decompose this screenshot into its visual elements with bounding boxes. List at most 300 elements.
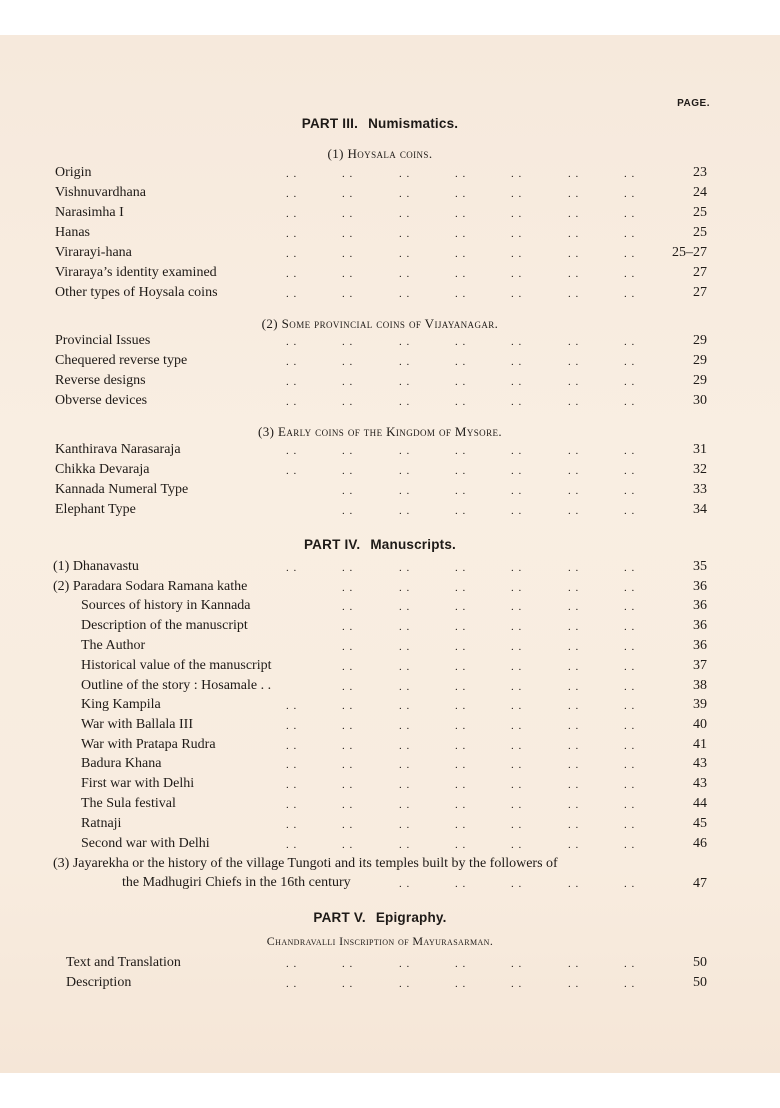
dot-leader: . .: [511, 779, 523, 791]
dot-leader: . .: [568, 485, 580, 497]
toc-entry-title: The Author: [81, 638, 146, 653]
toc-entry-title: Kannada Numeral Type: [55, 482, 189, 497]
dot-leader: . .: [455, 740, 467, 752]
toc-entry-page-number: 27: [693, 285, 707, 300]
dot-leader: . .: [342, 740, 354, 752]
part-heading: [0, 537, 760, 552]
dot-leader: . .: [399, 168, 411, 180]
dot-leader: . .: [286, 356, 298, 368]
dot-leader: . .: [399, 445, 411, 457]
dot-leader: . .: [399, 356, 411, 368]
dot-leader: . .: [624, 779, 636, 791]
dot-leader: . .: [455, 376, 467, 388]
dot-leader: . .: [455, 601, 467, 613]
dot-leader: . .: [455, 720, 467, 732]
dot-leader: . .: [624, 661, 636, 673]
dot-leader: . .: [342, 720, 354, 732]
dot-leader: . .: [568, 188, 580, 200]
dot-leader: . .: [624, 336, 636, 348]
dot-leader: . .: [286, 700, 298, 712]
dot-leader: . .: [342, 268, 354, 280]
dot-leader: . .: [568, 505, 580, 517]
dot-leader: . .: [399, 396, 411, 408]
dot-leader: . .: [511, 465, 523, 477]
dot-leader: . .: [511, 268, 523, 280]
dot-leader: . .: [455, 819, 467, 831]
toc-entry-page-number: 37: [693, 658, 707, 673]
toc-entry-page-number: 39: [693, 697, 707, 712]
toc-entry-title: Hanas: [55, 225, 90, 240]
dot-leader: . .: [568, 720, 580, 732]
dot-leader: . .: [455, 700, 467, 712]
dot-leader: . .: [342, 799, 354, 811]
dot-leader: . .: [455, 485, 467, 497]
toc-entry-title: Historical value of the manuscript: [81, 658, 272, 673]
dot-leader: . .: [455, 228, 467, 240]
toc-entry-page-number: 40: [693, 717, 707, 732]
dot-leader: . .: [286, 248, 298, 260]
dot-leader: . .: [624, 641, 636, 653]
toc-entry-page-number: 30: [693, 393, 707, 408]
dot-leader: . .: [455, 839, 467, 851]
toc-entry-title: Kanthirava Narasaraja: [55, 442, 181, 457]
dot-leader: . .: [399, 740, 411, 752]
dot-leader: . .: [399, 228, 411, 240]
part-title: Numismatics.: [368, 116, 459, 131]
toc-entry-title: Virarayi-hana: [55, 245, 132, 260]
dot-leader: . .: [286, 839, 298, 851]
dot-leader: . .: [511, 356, 523, 368]
dot-leader: . .: [399, 621, 411, 633]
dot-leader: . .: [511, 188, 523, 200]
dot-leader: . .: [399, 759, 411, 771]
dot-leader: . .: [286, 978, 298, 990]
dot-leader: . .: [342, 208, 354, 220]
toc-entry-page-number: 29: [693, 373, 707, 388]
part-heading: [0, 116, 760, 131]
toc-entry-page-number: 50: [693, 975, 707, 990]
toc-entry-title: First war with Delhi: [81, 776, 195, 791]
dot-leader: . .: [342, 485, 354, 497]
dot-leader: . .: [624, 819, 636, 831]
toc-entry-page-number: 33: [693, 482, 707, 497]
toc-entry-page-number: 34: [693, 502, 707, 517]
dot-leader: . .: [455, 621, 467, 633]
dot-leader: . .: [286, 288, 298, 300]
toc-entry-title: Sources of history in Kannada: [81, 598, 251, 613]
dot-leader: . .: [511, 740, 523, 752]
dot-leader: . .: [455, 268, 467, 280]
dot-leader: . .: [286, 799, 298, 811]
toc-entry-title-continued: the Madhugiri Chiefs in the 16th century: [122, 875, 351, 890]
dot-leader: . .: [568, 248, 580, 260]
dot-leader: . .: [624, 485, 636, 497]
dot-leader: . .: [342, 681, 354, 693]
dot-leader: . .: [455, 208, 467, 220]
dot-leader: . .: [399, 248, 411, 260]
toc-entry-title: Second war with Delhi: [81, 836, 210, 851]
toc-entry-title: (2) Paradara Sodara Ramana kathe: [53, 579, 248, 594]
toc-entry-page-number: 36: [693, 579, 707, 594]
toc-entry-title: The Sula festival: [81, 796, 176, 811]
dot-leader: . .: [511, 799, 523, 811]
dot-leader: . .: [399, 562, 411, 574]
dot-leader: . .: [568, 878, 580, 890]
section-heading: Chandravalli Inscription of Mayurasarman.: [266, 934, 494, 948]
dot-leader: . .: [399, 978, 411, 990]
toc-entry-page-number: 44: [693, 796, 707, 811]
dot-leader: . .: [624, 188, 636, 200]
dot-leader: . .: [399, 465, 411, 477]
dot-leader: . .: [342, 700, 354, 712]
dot-leader: . .: [286, 228, 298, 240]
toc-entry-title: War with Pratapa Rudra: [81, 737, 216, 752]
dot-leader: . .: [511, 878, 523, 890]
dot-leader: . .: [342, 505, 354, 517]
dot-leader: . .: [511, 562, 523, 574]
dot-leader: . .: [624, 700, 636, 712]
dot-leader: . .: [568, 740, 580, 752]
dot-leader: . .: [455, 958, 467, 970]
dot-leader: . .: [286, 396, 298, 408]
dot-leader: . .: [286, 336, 298, 348]
dot-leader: . .: [624, 208, 636, 220]
dot-leader: . .: [568, 168, 580, 180]
dot-leader: . .: [342, 336, 354, 348]
dot-leader: . .: [399, 700, 411, 712]
dot-leader: . .: [455, 248, 467, 260]
dot-leader: . .: [568, 601, 580, 613]
dot-leader: . .: [511, 485, 523, 497]
dot-leader: . .: [511, 700, 523, 712]
dot-leader: . .: [624, 601, 636, 613]
dot-leader: . .: [455, 356, 467, 368]
dot-leader: . .: [511, 978, 523, 990]
dot-leader: . .: [624, 396, 636, 408]
dot-leader: . .: [568, 958, 580, 970]
dot-leader: . .: [511, 958, 523, 970]
dot-leader: . .: [624, 958, 636, 970]
page-column-label: PAGE.: [677, 98, 710, 109]
dot-leader: . .: [342, 168, 354, 180]
toc-entry-title: Viraraya’s identity examined: [55, 265, 217, 280]
toc-entry-page-number: 41: [693, 737, 707, 752]
dot-leader: . .: [511, 248, 523, 260]
dot-leader: . .: [342, 601, 354, 613]
toc-entry-title: Ratnaji: [81, 816, 122, 831]
toc-entry-title: Badura Khana: [81, 756, 162, 771]
dot-leader: . .: [455, 168, 467, 180]
dot-leader: . .: [286, 720, 298, 732]
toc-entry-page-number: 24: [693, 185, 707, 200]
toc-entry-page-number: 43: [693, 756, 707, 771]
toc-entry-title: Description of the manuscript: [81, 618, 248, 633]
dot-leader: . .: [342, 248, 354, 260]
dot-leader: . .: [511, 336, 523, 348]
toc-entry-title: Origin: [55, 165, 92, 180]
toc-entry-title: Outline of the story : Hosamale . .: [81, 678, 272, 693]
dot-leader: . .: [399, 819, 411, 831]
dot-leader: . .: [342, 759, 354, 771]
dot-leader: . .: [511, 228, 523, 240]
dot-leader: . .: [455, 465, 467, 477]
dot-leader: . .: [455, 288, 467, 300]
dot-leader: . .: [511, 681, 523, 693]
dot-leader: . .: [455, 759, 467, 771]
toc-entry-title: Other types of Hoysala coins: [55, 285, 218, 300]
toc-entry-title: War with Ballala III: [81, 717, 193, 732]
dot-leader: . .: [568, 700, 580, 712]
document-page: [0, 35, 780, 1073]
dot-leader: . .: [455, 641, 467, 653]
dot-leader: . .: [342, 356, 354, 368]
part-number: PART IV.: [303, 537, 361, 552]
dot-leader: . .: [286, 740, 298, 752]
dot-leader: . .: [624, 268, 636, 280]
dot-leader: . .: [342, 621, 354, 633]
dot-leader: . .: [455, 779, 467, 791]
dot-leader: . .: [342, 465, 354, 477]
dot-leader: . .: [399, 720, 411, 732]
dot-leader: . .: [511, 819, 523, 831]
dot-leader: . .: [511, 168, 523, 180]
dot-leader: . .: [399, 582, 411, 594]
dot-leader: . .: [399, 485, 411, 497]
toc-entry-title: King Kampila: [81, 697, 161, 712]
dot-leader: . .: [399, 641, 411, 653]
toc-entry-page-number: 36: [693, 618, 707, 633]
dot-leader: . .: [624, 562, 636, 574]
dot-leader: . .: [624, 228, 636, 240]
dot-leader: . .: [286, 562, 298, 574]
dot-leader: . .: [511, 396, 523, 408]
dot-leader: . .: [568, 582, 580, 594]
dot-leader: . .: [568, 839, 580, 851]
dot-leader: . .: [624, 356, 636, 368]
dot-leader: . .: [511, 839, 523, 851]
dot-leader: . .: [286, 376, 298, 388]
dot-leader: . .: [568, 641, 580, 653]
dot-leader: . .: [455, 505, 467, 517]
dot-leader: . .: [624, 681, 636, 693]
toc-entry-page-number: 45: [693, 816, 707, 831]
dot-leader: . .: [342, 641, 354, 653]
dot-leader: . .: [399, 288, 411, 300]
dot-leader: . .: [568, 336, 580, 348]
dot-leader: . .: [399, 336, 411, 348]
dot-leader: . .: [624, 168, 636, 180]
dot-leader: . .: [624, 978, 636, 990]
dot-leader: . .: [399, 505, 411, 517]
toc-entry-title: Provincial Issues: [55, 333, 151, 348]
toc-entry-page-number: 43: [693, 776, 707, 791]
toc-entry-title: Reverse designs: [55, 373, 146, 388]
dot-leader: . .: [455, 188, 467, 200]
dot-leader: . .: [342, 819, 354, 831]
dot-leader: . .: [511, 505, 523, 517]
dot-leader: . .: [511, 601, 523, 613]
dot-leader: . .: [455, 562, 467, 574]
part-number: PART III.: [301, 116, 359, 131]
dot-leader: . .: [568, 799, 580, 811]
dot-leader: . .: [286, 445, 298, 457]
dot-leader: . .: [568, 396, 580, 408]
dot-leader: . .: [455, 661, 467, 673]
dot-leader: . .: [568, 376, 580, 388]
dot-leader: . .: [624, 740, 636, 752]
toc-entry-page-number: 47: [693, 876, 707, 891]
dot-leader: . .: [624, 799, 636, 811]
dot-leader: . .: [455, 336, 467, 348]
dot-leader: . .: [624, 288, 636, 300]
dot-leader: . .: [624, 505, 636, 517]
dot-leader: . .: [399, 376, 411, 388]
dot-leader: . .: [455, 799, 467, 811]
section-heading: (3) Early coins of the Kingdom of Mysore.: [257, 424, 503, 439]
toc-entry-title: Description: [66, 975, 132, 990]
dot-leader: . .: [399, 268, 411, 280]
dot-leader: . .: [455, 396, 467, 408]
dot-leader: . .: [511, 376, 523, 388]
toc-entry-page-number: 25–27: [672, 245, 707, 260]
dot-leader: . .: [568, 288, 580, 300]
section-heading: (1) Hoysala coins.: [327, 146, 433, 161]
dot-leader: . .: [568, 228, 580, 240]
toc-entry-page-number: 25: [693, 225, 707, 240]
dot-leader: . .: [399, 779, 411, 791]
dot-leader: . .: [568, 978, 580, 990]
dot-leader: . .: [342, 958, 354, 970]
dot-leader: . .: [399, 958, 411, 970]
dot-leader: . .: [286, 759, 298, 771]
dot-leader: . .: [342, 582, 354, 594]
dot-leader: . .: [399, 661, 411, 673]
toc-entry-page-number: 35: [693, 559, 707, 574]
dot-leader: . .: [342, 839, 354, 851]
toc-entry-page-number: 32: [693, 462, 707, 477]
dot-leader: . .: [624, 839, 636, 851]
toc-entry-title: Chikka Devaraja: [55, 462, 150, 477]
dot-leader: . .: [511, 288, 523, 300]
toc-entry-title: (3) Jayarekha or the history of the village Tungoti and its temples built by the followers of: [53, 856, 558, 871]
dot-leader: . .: [455, 681, 467, 693]
toc-entry-title: Chequered reverse type: [55, 353, 188, 368]
dot-leader: . .: [342, 562, 354, 574]
dot-leader: . .: [624, 582, 636, 594]
dot-leader: . .: [455, 878, 467, 890]
dot-leader: . .: [568, 621, 580, 633]
toc-entry-page-number: 27: [693, 265, 707, 280]
dot-leader: . .: [342, 978, 354, 990]
toc-entry-page-number: 50: [693, 955, 707, 970]
dot-leader: . .: [399, 878, 411, 890]
dot-leader: . .: [511, 208, 523, 220]
toc-entry-title: Obverse devices: [55, 393, 148, 408]
dot-leader: . .: [342, 288, 354, 300]
toc-entry-page-number: 25: [693, 205, 707, 220]
dot-leader: . .: [286, 268, 298, 280]
dot-leader: . .: [455, 445, 467, 457]
dot-leader: . .: [399, 799, 411, 811]
dot-leader: . .: [568, 208, 580, 220]
toc-entry-page-number: 29: [693, 353, 707, 368]
dot-leader: . .: [568, 759, 580, 771]
dot-leader: . .: [342, 779, 354, 791]
toc-entry-title: (1) Dhanavastu: [53, 559, 139, 574]
toc-entry-page-number: 36: [693, 638, 707, 653]
dot-leader: . .: [286, 168, 298, 180]
dot-leader: . .: [568, 562, 580, 574]
toc-entry-page-number: 36: [693, 598, 707, 613]
toc-entry-page-number: 46: [693, 836, 707, 851]
dot-leader: . .: [342, 445, 354, 457]
dot-leader: . .: [624, 376, 636, 388]
dot-leader: . .: [624, 878, 636, 890]
dot-leader: . .: [511, 641, 523, 653]
toc-entry-title: Text and Translation: [66, 955, 181, 970]
part-number: PART V.: [313, 910, 366, 925]
toc-entry-title: Vishnuvardhana: [55, 185, 146, 200]
dot-leader: . .: [286, 779, 298, 791]
dot-leader: . .: [342, 188, 354, 200]
part-title: Epigraphy.: [375, 910, 447, 925]
toc-entry-page-number: 29: [693, 333, 707, 348]
dot-leader: . .: [286, 819, 298, 831]
dot-leader: . .: [511, 720, 523, 732]
dot-leader: . .: [286, 208, 298, 220]
dot-leader: . .: [568, 268, 580, 280]
dot-leader: . .: [624, 465, 636, 477]
toc-entry-page-number: 23: [693, 165, 707, 180]
dot-leader: . .: [286, 465, 298, 477]
dot-leader: . .: [624, 621, 636, 633]
dot-leader: . .: [399, 839, 411, 851]
dot-leader: . .: [568, 445, 580, 457]
dot-leader: . .: [342, 228, 354, 240]
part-title: Manuscripts.: [370, 537, 457, 552]
dot-leader: . .: [568, 356, 580, 368]
dot-leader: . .: [511, 661, 523, 673]
dot-leader: . .: [399, 681, 411, 693]
dot-leader: . .: [511, 582, 523, 594]
dot-leader: . .: [568, 681, 580, 693]
dot-leader: . .: [511, 445, 523, 457]
dot-leader: . .: [568, 779, 580, 791]
dot-leader: . .: [399, 208, 411, 220]
dot-leader: . .: [342, 396, 354, 408]
dot-leader: . .: [399, 601, 411, 613]
dot-leader: . .: [511, 759, 523, 771]
dot-leader: . .: [342, 661, 354, 673]
dot-leader: . .: [624, 720, 636, 732]
toc-entry-page-number: 38: [693, 678, 707, 693]
dot-leader: . .: [568, 661, 580, 673]
dot-leader: . .: [286, 958, 298, 970]
toc-entry-title: Elephant Type: [55, 502, 136, 517]
section-heading: (2) Some provincial coins of Vijayanagar.: [261, 316, 499, 331]
dot-leader: . .: [568, 819, 580, 831]
dot-leader: . .: [568, 465, 580, 477]
dot-leader: . .: [286, 188, 298, 200]
part-heading: [0, 910, 760, 925]
dot-leader: . .: [342, 376, 354, 388]
dot-leader: . .: [624, 759, 636, 771]
dot-leader: . .: [455, 582, 467, 594]
dot-leader: . .: [455, 978, 467, 990]
toc-entry-title: Narasimha I: [55, 205, 124, 220]
dot-leader: . .: [511, 621, 523, 633]
toc-entry-page-number: 31: [693, 442, 707, 457]
